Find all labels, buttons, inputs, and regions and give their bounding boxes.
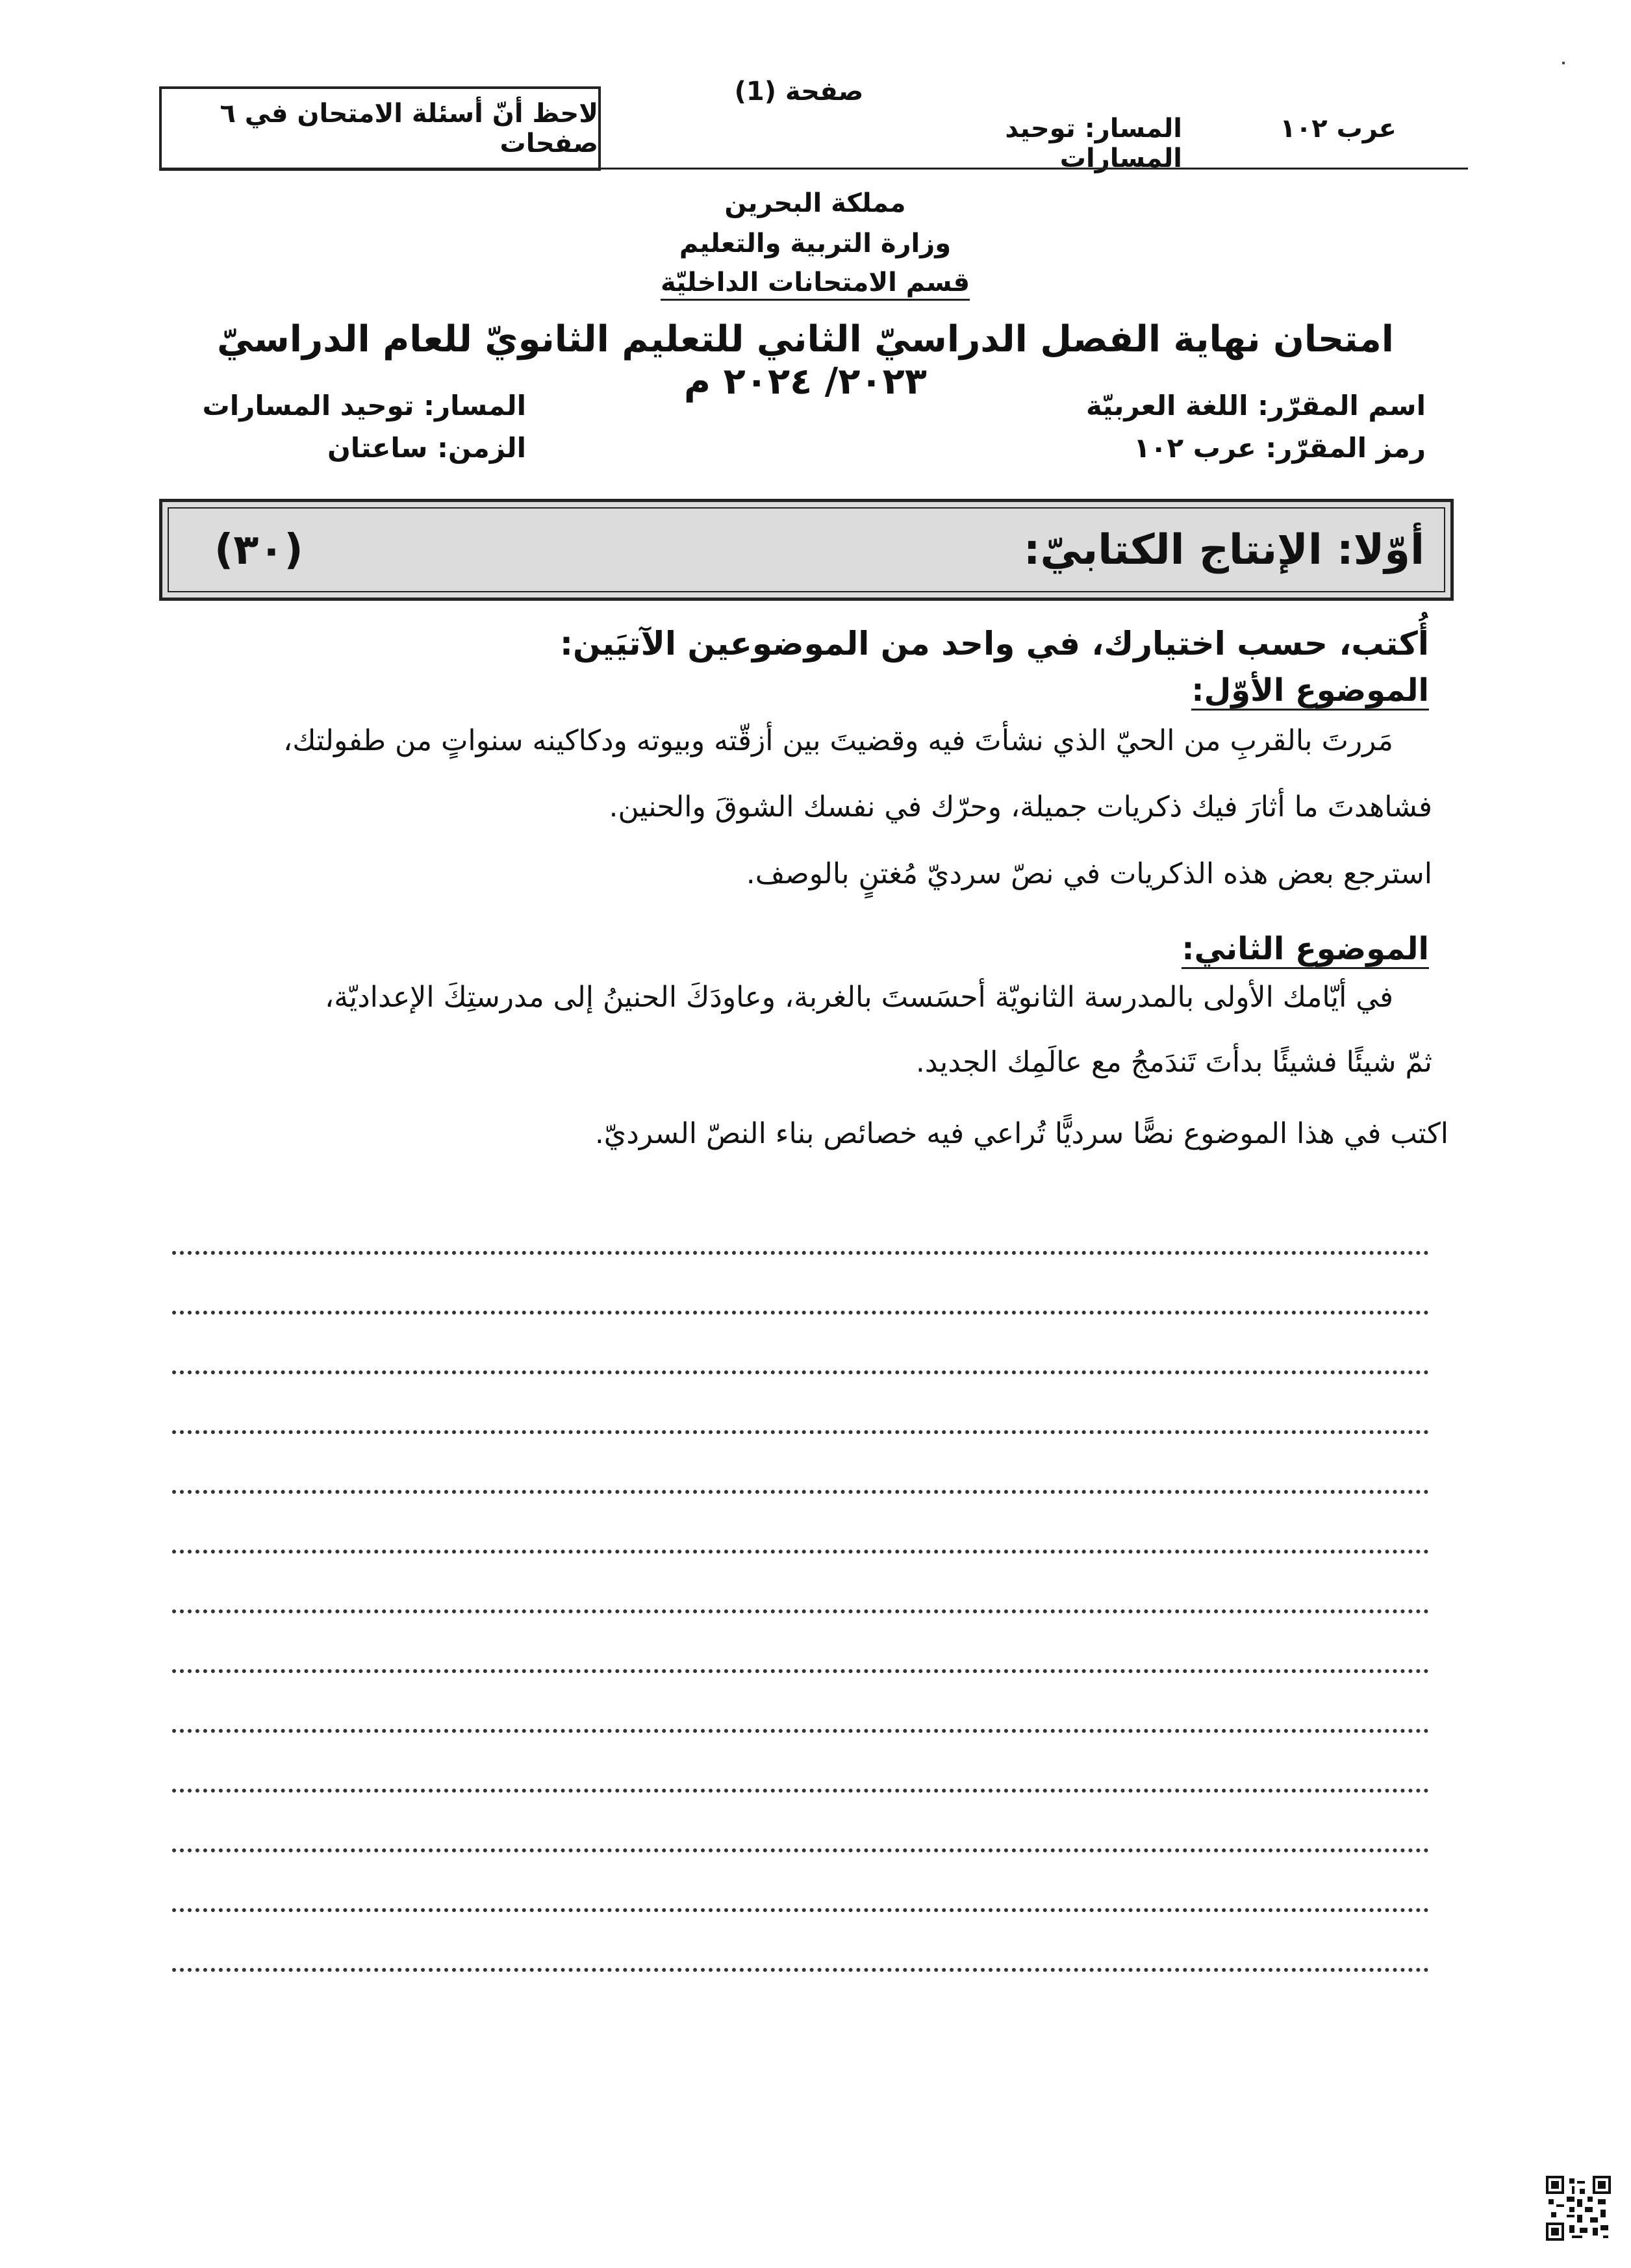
- topic1-task: استرجع بعض هذه الذكريات في نصّ سرديّ مُغتنٍ بالوصف.: [746, 857, 1432, 890]
- answer-line[interactable]: [172, 1380, 1429, 1439]
- topic2-line2: ثمّ شيئًا فشيئًا بدأتَ تَندَمجُ مع عالَمِك الجديد.: [915, 1046, 1432, 1079]
- header-divider: [159, 168, 1468, 170]
- scan-speck: [1562, 62, 1565, 64]
- answer-lines[interactable]: [172, 1200, 1429, 1977]
- topic2-task: اكتب في هذا الموضوع نصًّا سرديًّا تُراعي فيه خصائص بناء النصّ السرديّ.: [594, 1117, 1448, 1150]
- answer-line[interactable]: [172, 1499, 1429, 1559]
- answer-line[interactable]: [172, 1738, 1429, 1798]
- topic2-heading-text: الموضوع الثاني:: [1182, 931, 1429, 969]
- section-banner: [159, 499, 1454, 601]
- course-name: اسم المقرّر: اللغة العربيّة: [1085, 390, 1426, 422]
- header-course-code: عرب ١٠٢: [1280, 114, 1397, 144]
- answer-line[interactable]: [172, 1559, 1429, 1619]
- course-code: رمز المقرّر: عرب ١٠٢: [1133, 432, 1426, 464]
- answer-line[interactable]: [172, 1320, 1429, 1380]
- answer-line[interactable]: [172, 1439, 1429, 1499]
- pages-note-text: لاحظ أنّ أسئلة الامتحان في ٦ صفحات: [220, 99, 598, 158]
- topic2-line1: في أيّامك الأولى بالمدرسة الثانويّة أحسَستَ بالغربة، وعاودَكَ الحنينُ إلى مدرستِكَ الإعداديّة،: [325, 981, 1393, 1014]
- course-path: المسار: توحيد المسارات: [202, 390, 526, 422]
- qr-code-icon: [1546, 2176, 1611, 2241]
- department-name-text: قسم الامتحانات الداخليّة: [661, 268, 970, 301]
- answer-line[interactable]: [172, 1260, 1429, 1320]
- topic1-heading: [162, 672, 1429, 709]
- exam-duration: الزمن: ساعتان: [327, 432, 526, 464]
- answer-line[interactable]: [172, 1200, 1429, 1260]
- section-title: أوّلا: الإنتاج الكتابيّ:: [1023, 525, 1424, 574]
- kingdom-name: مملكة البحرين: [724, 188, 906, 218]
- topic1-heading-text: الموضوع الأوّل:: [1191, 672, 1429, 711]
- page-number: صفحة (1): [734, 77, 864, 107]
- header-path: المسار: توحيد المسارات: [1005, 114, 1182, 173]
- department-name: [588, 268, 1043, 297]
- answer-line[interactable]: [172, 1858, 1429, 1917]
- topic1-line1: مَررتَ بالقربِ من الحيّ الذي نشأتَ فيه وقضيتَ بين أزقّته وبيوته ودكاكينه سنواتٍ من طفولتك،: [283, 724, 1393, 757]
- answer-line[interactable]: [172, 1798, 1429, 1858]
- topic2-heading: [162, 931, 1429, 967]
- answer-line[interactable]: [172, 1917, 1429, 1977]
- ministry-name: وزارة التربية والتعليم: [679, 229, 952, 258]
- pages-note-box: [159, 86, 601, 171]
- answer-line[interactable]: [172, 1619, 1429, 1678]
- instruction: أُكتب، حسب اختيارك، في واحد من الموضوعين الآتيَين:: [560, 625, 1429, 662]
- section-mark: (٣٠): [214, 525, 303, 574]
- answer-line[interactable]: [172, 1678, 1429, 1738]
- exam-title: امتحان نهاية الفصل الدراسيّ الثاني للتعليم الثانويّ للعام الدراسيّ ٢٠٢٣/ ٢٠٢٤ م: [217, 318, 1394, 403]
- topic1-line2: فشاهدتَ ما أثارَ فيك ذكريات جميلة، وحرّك في نفسك الشوقَ والحنين.: [609, 790, 1432, 824]
